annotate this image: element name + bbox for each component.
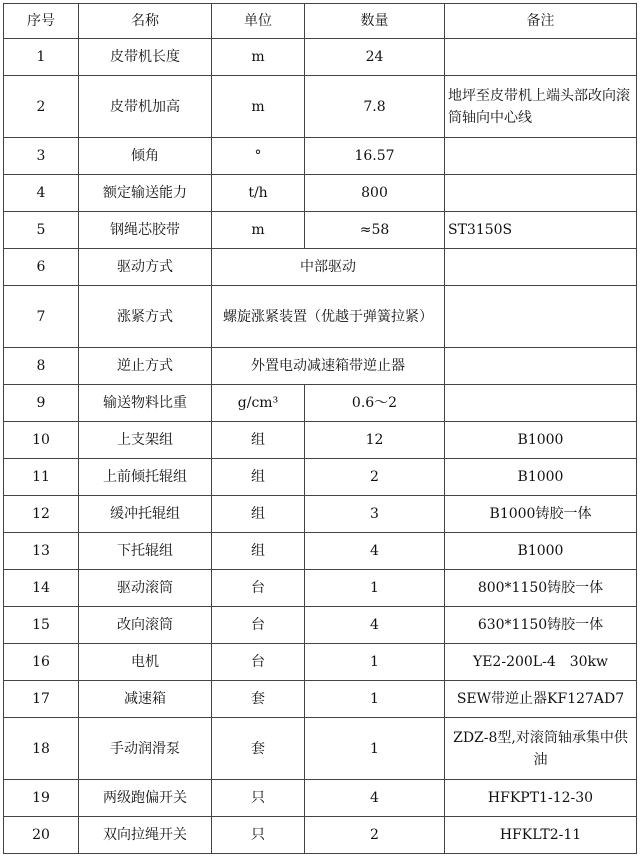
header-row (4, 4, 637, 39)
row-name: 皮带机长度 (79, 39, 212, 76)
row-name: 钢绳芯胶带 (79, 212, 212, 249)
row-note (445, 249, 637, 286)
header-note: 备注 (445, 4, 637, 39)
row-note: B1000 (445, 422, 637, 459)
row-qty: 4 (305, 780, 445, 817)
table-row (4, 212, 637, 249)
row-no: 12 (4, 496, 79, 533)
row-name: 逆止方式 (79, 348, 212, 385)
table-row (4, 681, 637, 718)
row-unit: 只 (212, 817, 305, 854)
table-row (4, 607, 637, 644)
row-no: 1 (4, 39, 79, 76)
row-name: 皮带机加高 (79, 76, 212, 138)
row-no: 13 (4, 533, 79, 570)
row-qty: 0.6～2 (305, 385, 445, 422)
row-qty: 4 (305, 533, 445, 570)
row-note (445, 138, 637, 175)
row-unit: m (212, 212, 305, 249)
row-unit: 台 (212, 607, 305, 644)
row-unit: 组 (212, 496, 305, 533)
table-row (4, 249, 637, 286)
row-no: 2 (4, 76, 79, 138)
header-name: 名称 (79, 4, 212, 39)
table-row (4, 533, 637, 570)
row-note (445, 348, 637, 385)
row-note: 地坪至皮带机上端头部改向滚筒轴向中心线 (445, 76, 637, 138)
row-unit: t/h (212, 175, 305, 212)
row-no: 7 (4, 286, 79, 348)
header-unit: 单位 (212, 4, 305, 39)
row-qty: 3 (305, 496, 445, 533)
row-note: B1000 (445, 533, 637, 570)
table-row (4, 348, 637, 385)
row-qty: 1 (305, 718, 445, 780)
row-name: 手动润滑泵 (79, 718, 212, 780)
row-note: HFKPT1-12-30 (445, 780, 637, 817)
row-name: 额定输送能力 (79, 175, 212, 212)
row-unit: 套 (212, 718, 305, 780)
row-no: 9 (4, 385, 79, 422)
row-qty: 4 (305, 607, 445, 644)
row-note (445, 385, 637, 422)
row-name: 驱动滚筒 (79, 570, 212, 607)
row-name: 两级跑偏开关 (79, 780, 212, 817)
row-no: 10 (4, 422, 79, 459)
row-note: 800*1150铸胶一体 (445, 570, 637, 607)
row-note (445, 39, 637, 76)
row-name: 上前倾托辊组 (79, 459, 212, 496)
row-name: 上支架组 (79, 422, 212, 459)
row-name: 改向滚筒 (79, 607, 212, 644)
row-no: 18 (4, 718, 79, 780)
row-no: 6 (4, 249, 79, 286)
spec-table-container (3, 3, 637, 854)
row-unit: 台 (212, 644, 305, 681)
row-unit: ° (212, 138, 305, 175)
table-row (4, 385, 637, 422)
table-row (4, 780, 637, 817)
row-name: 下托辊组 (79, 533, 212, 570)
row-unit: m (212, 39, 305, 76)
table-row (4, 459, 637, 496)
row-qty: 1 (305, 644, 445, 681)
row-no: 19 (4, 780, 79, 817)
table-row (4, 286, 637, 348)
row-name: 电机 (79, 644, 212, 681)
row-unit: 只 (212, 780, 305, 817)
row-qty: ≈58 (305, 212, 445, 249)
table-row (4, 422, 637, 459)
row-note: ZDZ-8型,对滚筒轴承集中供油 (445, 718, 637, 780)
row-unit: 台 (212, 570, 305, 607)
row-name: 缓冲托辊组 (79, 496, 212, 533)
row-qty: 1 (305, 681, 445, 718)
table-row (4, 718, 637, 780)
row-note: B1000 (445, 459, 637, 496)
row-name: 涨紧方式 (79, 286, 212, 348)
row-no: 11 (4, 459, 79, 496)
row-qty: 16.57 (305, 138, 445, 175)
header-qty: 数量 (305, 4, 445, 39)
row-unit: 组 (212, 459, 305, 496)
row-name: 输送物料比重 (79, 385, 212, 422)
header-no: 序号 (4, 4, 79, 39)
table-row (4, 817, 637, 854)
row-note: ST3150S (445, 212, 637, 249)
row-name: 减速箱 (79, 681, 212, 718)
table-row (4, 496, 637, 533)
row-note: B1000铸胶一体 (445, 496, 637, 533)
table-row (4, 175, 637, 212)
table-row (4, 138, 637, 175)
row-note: YE2-200L-4 30kw (445, 644, 637, 681)
row-qty: 800 (305, 175, 445, 212)
row-qty: 7.8 (305, 76, 445, 138)
row-no: 20 (4, 817, 79, 854)
row-note: 630*1150铸胶一体 (445, 607, 637, 644)
row-name: 驱动方式 (79, 249, 212, 286)
row-unit: 组 (212, 422, 305, 459)
row-merged-unit-qty: 中部驱动 (212, 249, 445, 286)
row-qty: 2 (305, 817, 445, 854)
row-name: 双向拉绳开关 (79, 817, 212, 854)
row-no: 17 (4, 681, 79, 718)
row-merged-unit-qty: 外置电动减速箱带逆止器 (212, 348, 445, 385)
row-unit: m (212, 76, 305, 138)
row-merged-unit-qty: 螺旋涨紧装置（优越于弹簧拉紧） (212, 286, 445, 348)
row-no: 14 (4, 570, 79, 607)
row-qty: 2 (305, 459, 445, 496)
row-no: 16 (4, 644, 79, 681)
table-row (4, 644, 637, 681)
row-note: HFKLT2-11 (445, 817, 637, 854)
row-note (445, 175, 637, 212)
row-qty: 12 (305, 422, 445, 459)
row-no: 5 (4, 212, 79, 249)
row-name: 倾角 (79, 138, 212, 175)
table-row (4, 39, 637, 76)
row-no: 8 (4, 348, 79, 385)
row-qty: 1 (305, 570, 445, 607)
row-unit: g/cm³ (212, 385, 305, 422)
row-note (445, 286, 637, 348)
row-note: SEW带逆止器KF127AD7 (445, 681, 637, 718)
row-qty: 24 (305, 39, 445, 76)
table-row (4, 570, 637, 607)
row-unit: 组 (212, 533, 305, 570)
row-unit: 套 (212, 681, 305, 718)
row-no: 3 (4, 138, 79, 175)
row-no: 4 (4, 175, 79, 212)
table-row (4, 76, 637, 138)
row-no: 15 (4, 607, 79, 644)
spec-table (3, 3, 637, 854)
